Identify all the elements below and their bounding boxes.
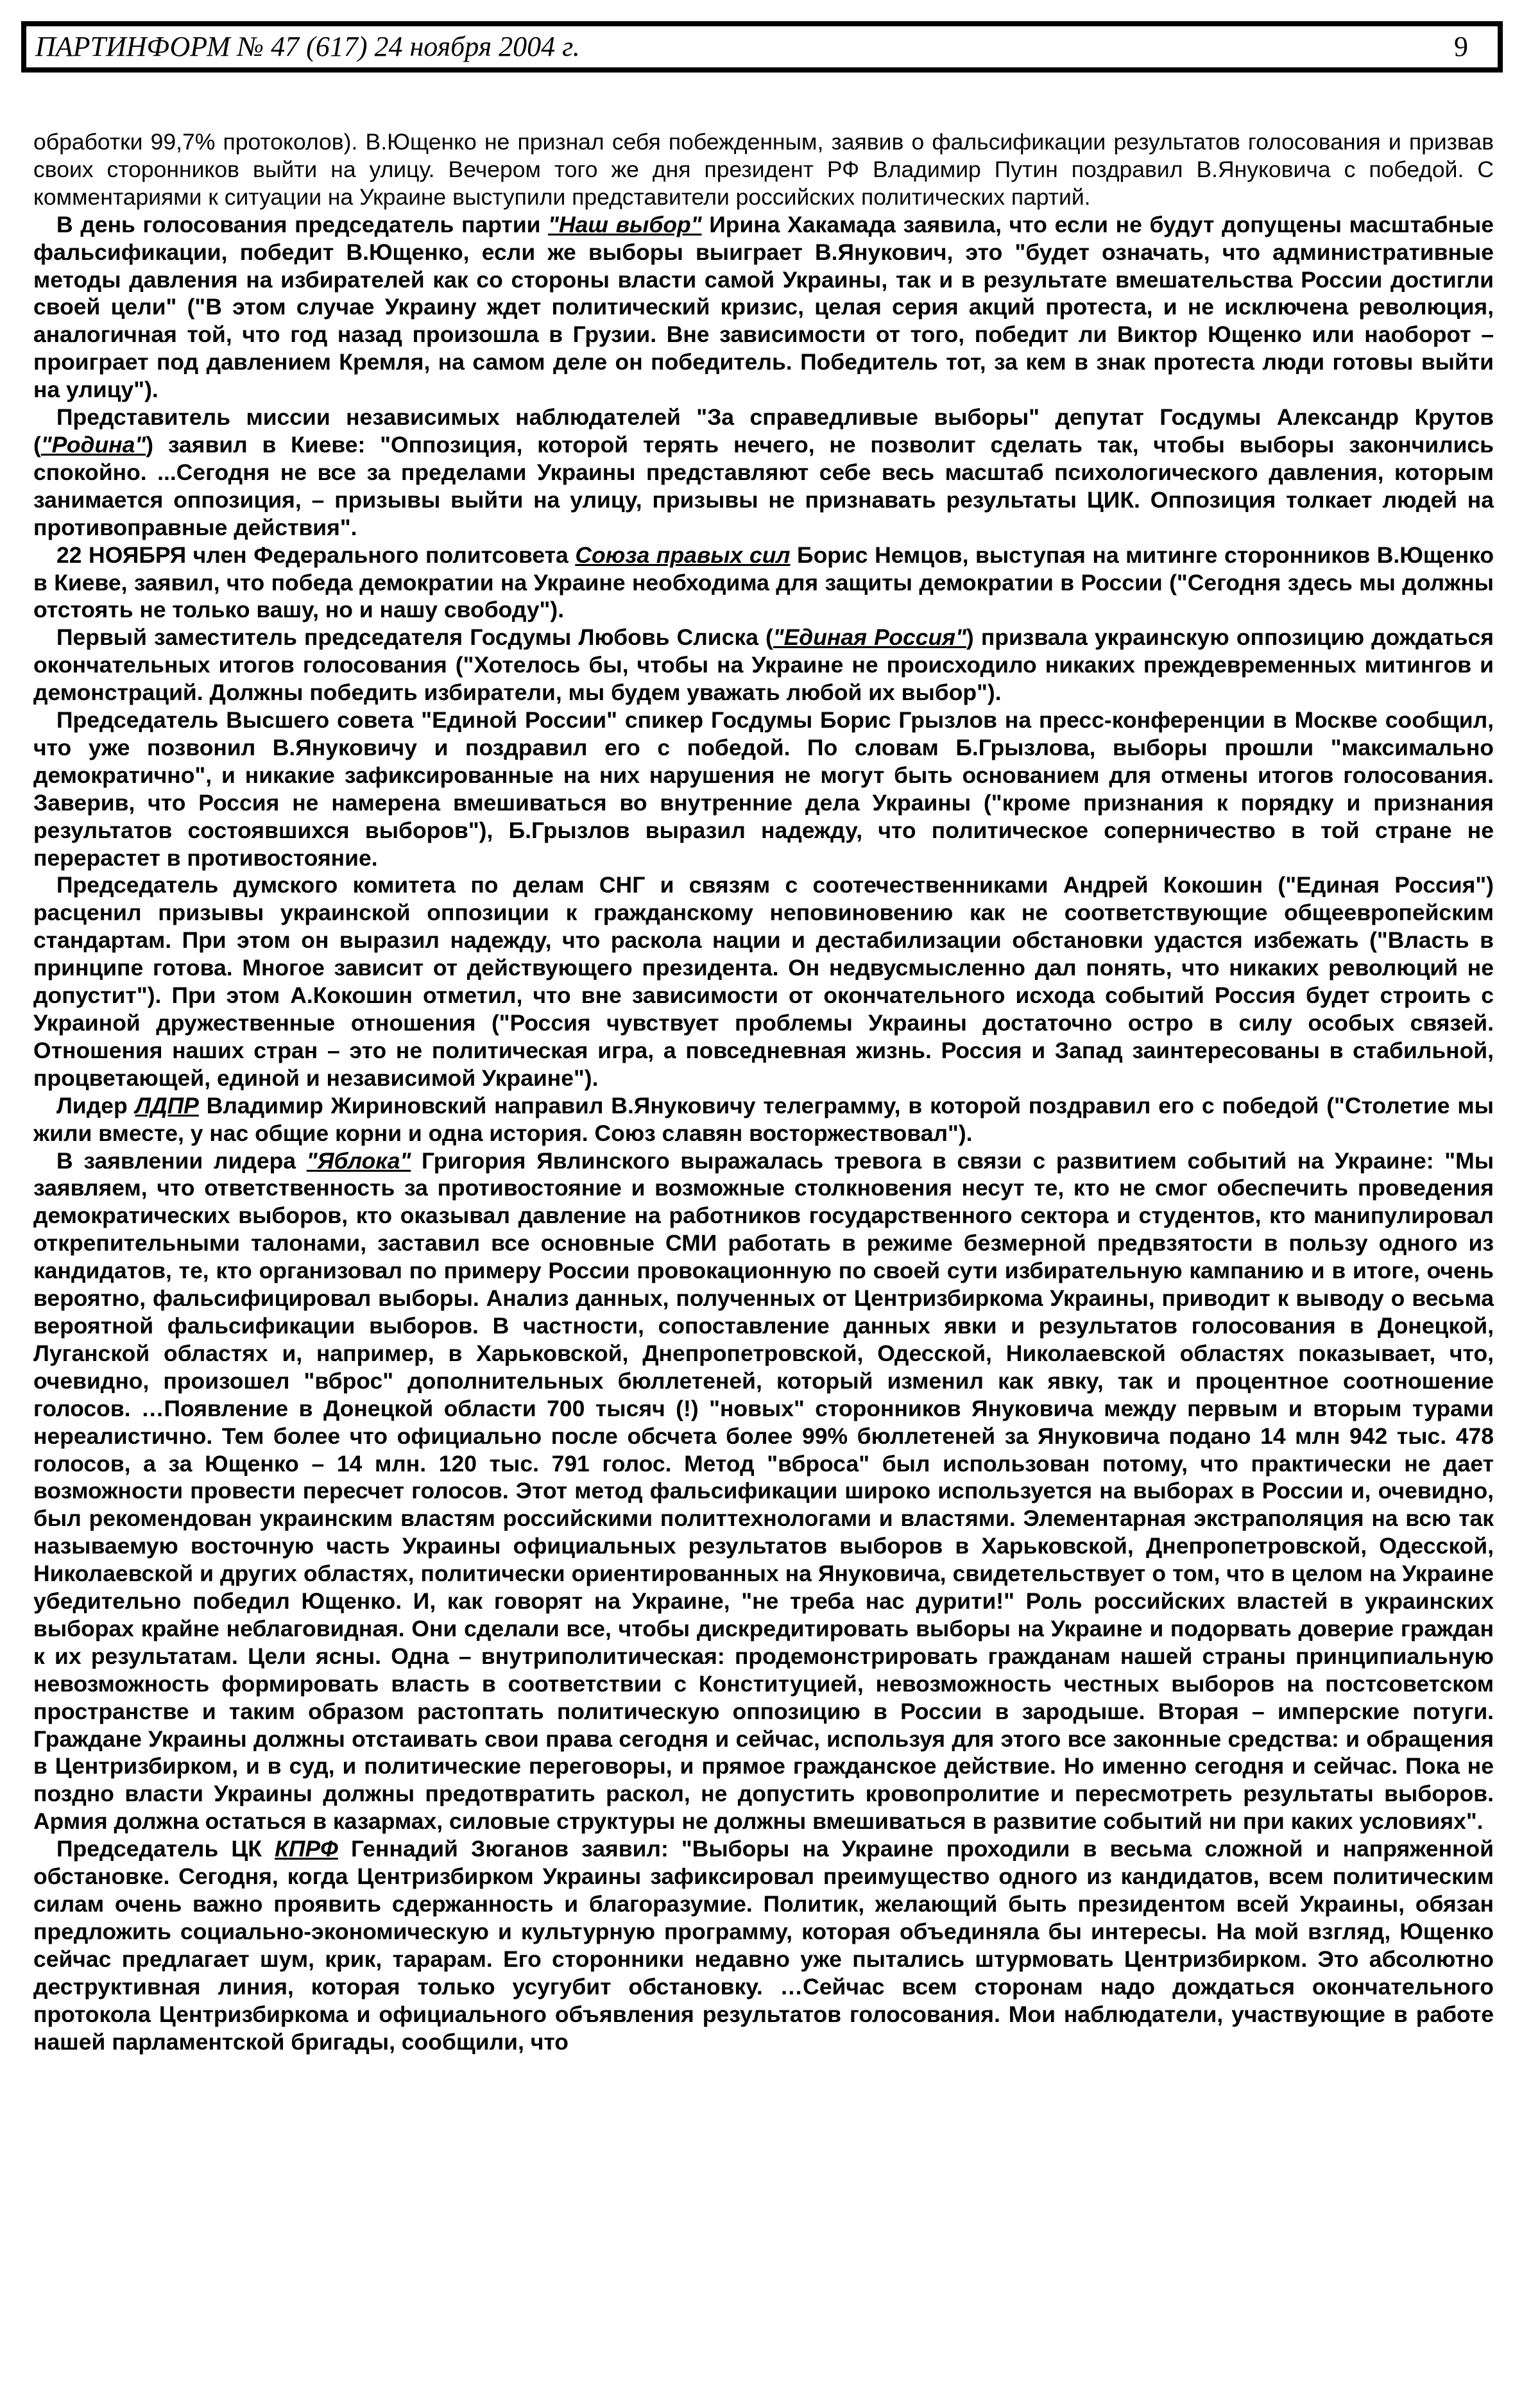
text-segment: Председатель думского комитета по делам СНГ и связям с соотечественниками Андрей Кокошин ("Единая Россия") расценил призывы украинской оппозиции к гражданскому неповиновению как не соответствующие общеевропейским стандартам. При этом он выразил надежду, что раскола нации и дестабилизации обстановки удастся избежать ("Власть в принципе готова. Многое зависит от действующего президента. Он недвусмысленно дал понять, что никаких революций не допустит"). При этом А.Кокошин отметил, что вне зависимости от окончательного исхода событий Россия будет строить с Украиной дружественные отношения ("Россия чувствует проблемы Украины достаточно остро в силу особых связей. Отношения наших стран – это не политическая игра, а повседневная жизнь. Россия и Запад заинтересованы в стабильной, процветающей, единой и независимой Украине"). [33, 872, 1494, 1091]
text-segment: Первый заместитель председателя Госдумы Любовь Слиска ( [56, 624, 773, 651]
text-segment: обработки 99,7% протоколов). В.Ющенко не признал себя побежденным, заявив о фальсификации результатов голосования и призвав своих сторонников выйти на улицу. Вечером того же дня президент РФ Владимир Путин поздравил В.Януковича с победой. С комментариями к ситуации на Украине выступили представители российских политических партий. [33, 129, 1494, 210]
paragraph [33, 1092, 1494, 1147]
page-header [21, 21, 1503, 73]
text-segment: Председатель Высшего совета "Единой России" спикер Госдумы Борис Грызлов на пресс-конференции в Москве сообщил, что уже позвонил В.Януковичу и поздравил его с победой. По словам Б.Грызлова, выборы прошли "максимально демократично", и никакие зафиксированные на них нарушения не могут быть основанием для отмены итогов голосования. Заверив, что Россия не намерена вмешиваться во внутренние дела Украины ("кроме признания к порядку и признания результатов состоявшихся выборов"), Б.Грызлов выразил надежду, что политическое соперничество в той стране не перерастет в противостояние. [33, 707, 1494, 871]
page-number: 9 [1454, 31, 1468, 62]
text-segment: Председатель ЦК [56, 1836, 275, 1862]
party-name: "Яблока" [306, 1147, 411, 1174]
text-segment: ) призвала украинскую оппозицию дождаться окончательных итогов голосования ("Хотелось бы, чтобы на Украине не происходило никаких преждевременных митингов и демонстраций. Должны победить избиратели, мы будем уважать любой их выбор"). [33, 624, 1494, 706]
text-segment: В заявлении лидера [56, 1147, 307, 1174]
party-name: Союза правых сил [575, 542, 791, 568]
text-segment: Борис Немцов, выступая на митинге сторонников В.Ющенко в Киеве, заявил, что победа демократии на Украине необходима для защиты демократии в России ("Сегодня здесь мы должны отстоять не только вашу, но и нашу свободу"). [33, 542, 1494, 623]
paragraph [33, 404, 1494, 542]
party-name: КПРФ [275, 1836, 338, 1862]
paragraph [33, 1147, 1494, 1836]
text-segment: Григория Явлинского выражалась тревога в связи с развитием событий на Украине: "Мы заявляем, что ответственность за противостояние и возможные столкновения несут те, кто не смог обеспечить проведения демократических выборов, кто оказывал давление на работников государственного сектора и студентов, кто манипулировал открепительными талонами, заставил все основные СМИ работать в режиме безмерной предвзятости в пользу одного из кандидатов, те, кто организовал по примеру России провокационную по своей сути избирательную кампанию и в итоге, очень вероятно, фальсифицировал выборы. Анализ данных, полученных от Центризбиркома Украины, приводит к выводу о весьма вероятной фальсификации выборов. В частности, сопоставление данных явки и результатов голосования в Донецкой, Луганской областях и, например, в Харьковской, Днепропетровской, Одесской, Николаевской областях показывает, что, очевидно, произошел "вброс" дополнительных бюллетеней, который изменил как явку, так и процентное соотношение голосов. …Появление в Донецкой области 700 тысяч (!) "новых" сторонников Януковича между первым и вторым турами нереалистично. Тем более что официально после обсчета более 99% бюллетеней за Януковича подано 14 млн 942 тыс. 478 голосов, а за Ющенко – 14 млн. 120 тыс. 791 голос. Метод "вброса" был использован потому, что практически не дает возможности провести пересчет голосов. Этот метод фальсификации широко используется на выборах в России и, очевидно, был рекомендован украинским властям российскими политтехнологами и властями. Элементарная экстраполяция на всю так называемую восточную часть Украины официальных результатов выборов в Харьковской, Днепропетровской, Одесской, Николаевской и других областях, политически ориентированных на Януковича, свидетельствует о том, что в целом на Украине убедительно победил Ющенко. И, как говорят на Украине, "не треба нас дурити!" Роль российских властей в украинских выборах крайне неблаговидная. Они сделали все, чтобы дискредитировать выборы на Украине и подорвать доверие граждан к их результатам. Цели ясны. Одна – внутриполитическая: продемонстрировать гражданам нашей страны принципиальную невозможность формировать власть в соответствии с Конституцией, невозможность честных выборов на постсоветском пространстве и таким образом растоптать политическую оппозицию в России в зародыше. Вторая – имперские потуги. Граждане Украины должны отстаивать свои права сегодня и сейчас, используя для этого все законные средства: и обращения в Центризбирком, и в суд, и политические переговоры, и прямое гражданское действие. Но именно сегодня и сейчас. Пока не поздно власти Украины должны предотвратить раскол, не допустить кровопролитие и пересмотреть результаты выборов. Армия должна остаться в казармах, силовые структуры не должны вмешиваться в развитие событий ни при каких условиях". [33, 1147, 1494, 1835]
text-segment: В день голосования председатель партии [56, 211, 549, 237]
text-segment: 22 НОЯБРЯ член Федерального политсовета [56, 542, 576, 568]
paragraph [33, 542, 1494, 624]
party-name: "Наш выбор" [548, 211, 702, 237]
text-segment: Лидер [56, 1092, 135, 1118]
paragraph [33, 707, 1494, 871]
paragraph [33, 128, 1494, 211]
text-segment: ) заявил в Киеве: "Оппозиция, которой терять нечего, не позволит сделать так, чтобы выборы закончились спокойно. ...Сегодня не все за пределами Украины представляют себе весь масштаб психологического давления, которым занимается оппозиция, – призывы выйти на улицу, призывы не признавать результаты ЦИК. Оппозиция толкает людей на противоправные действия". [33, 431, 1494, 540]
paragraph [33, 211, 1494, 404]
paragraph [33, 871, 1494, 1092]
party-name: ЛДПР [135, 1092, 199, 1118]
text-segment: Представитель миссии независимых наблюдателей "За справедливые выборы" депутат Госдумы Александр Крутов ( [33, 404, 1494, 458]
paragraph [33, 624, 1494, 707]
paragraph [33, 1835, 1494, 2055]
publication-title: ПАРТИНФОРМ № 47 (617) 24 ноября 2004 г. [35, 31, 580, 62]
article-body [33, 128, 1494, 2055]
text-segment: Ирина Хакамада заявила, что если не будут допущены масштабные фальсификации, победит В.Ющенко, если же выборы выиграет В.Янукович, это "будет означать, что административные методы давления на избирателей как со стороны власти самой Украины, так и в результате вмешательства России достигли своей цели" ("В этом случае Украину ждет политический кризис, целая серия акций протеста, и не исключена революция, аналогичная той, что год назад произошла в Грузии. Вне зависимости от того, победит ли Виктор Ющенко или наоборот – проиграет под давлением Кремля, на самом деле он победитель. Победитель тот, за кем в знак протеста люди готовы выйти на улицу"). [33, 211, 1494, 403]
text-segment: Владимир Жириновский направил В.Януковичу телеграмму, в которой поздравил его с победой ("Столетие мы жили вместе, у нас общие корни и одна история. Союз славян восторжествовал"). [33, 1092, 1494, 1146]
text-segment: Геннадий Зюганов заявил: "Выборы на Украине проходили в весьма сложной и напряженной обстановке. Сегодня, когда Центризбирком Украины зафиксировал преимущество одного из кандидатов, всем политическим силам очень важно проявить сдержанность и благоразумие. Политик, желающий быть президентом всей Украины, обязан предложить социально-экономическую и культурную программу, которая объединяла бы интересы. На мой взгляд, Ющенко сейчас предлагает шум, крик, тарарам. Его сторонники недавно уже пытались штурмовать Центризбирком. Это абсолютно деструктивная линия, которая только усугубит обстановку. …Сейчас всем сторонам надо дождаться окончательного протокола Центризбиркома и официального объявления результатов голосования. Мои наблюдатели, участвующие в работе нашей парламентской бригады, сообщили, что [33, 1836, 1494, 2055]
party-name: "Единая Россия" [773, 624, 966, 651]
party-name: "Родина" [40, 431, 146, 458]
